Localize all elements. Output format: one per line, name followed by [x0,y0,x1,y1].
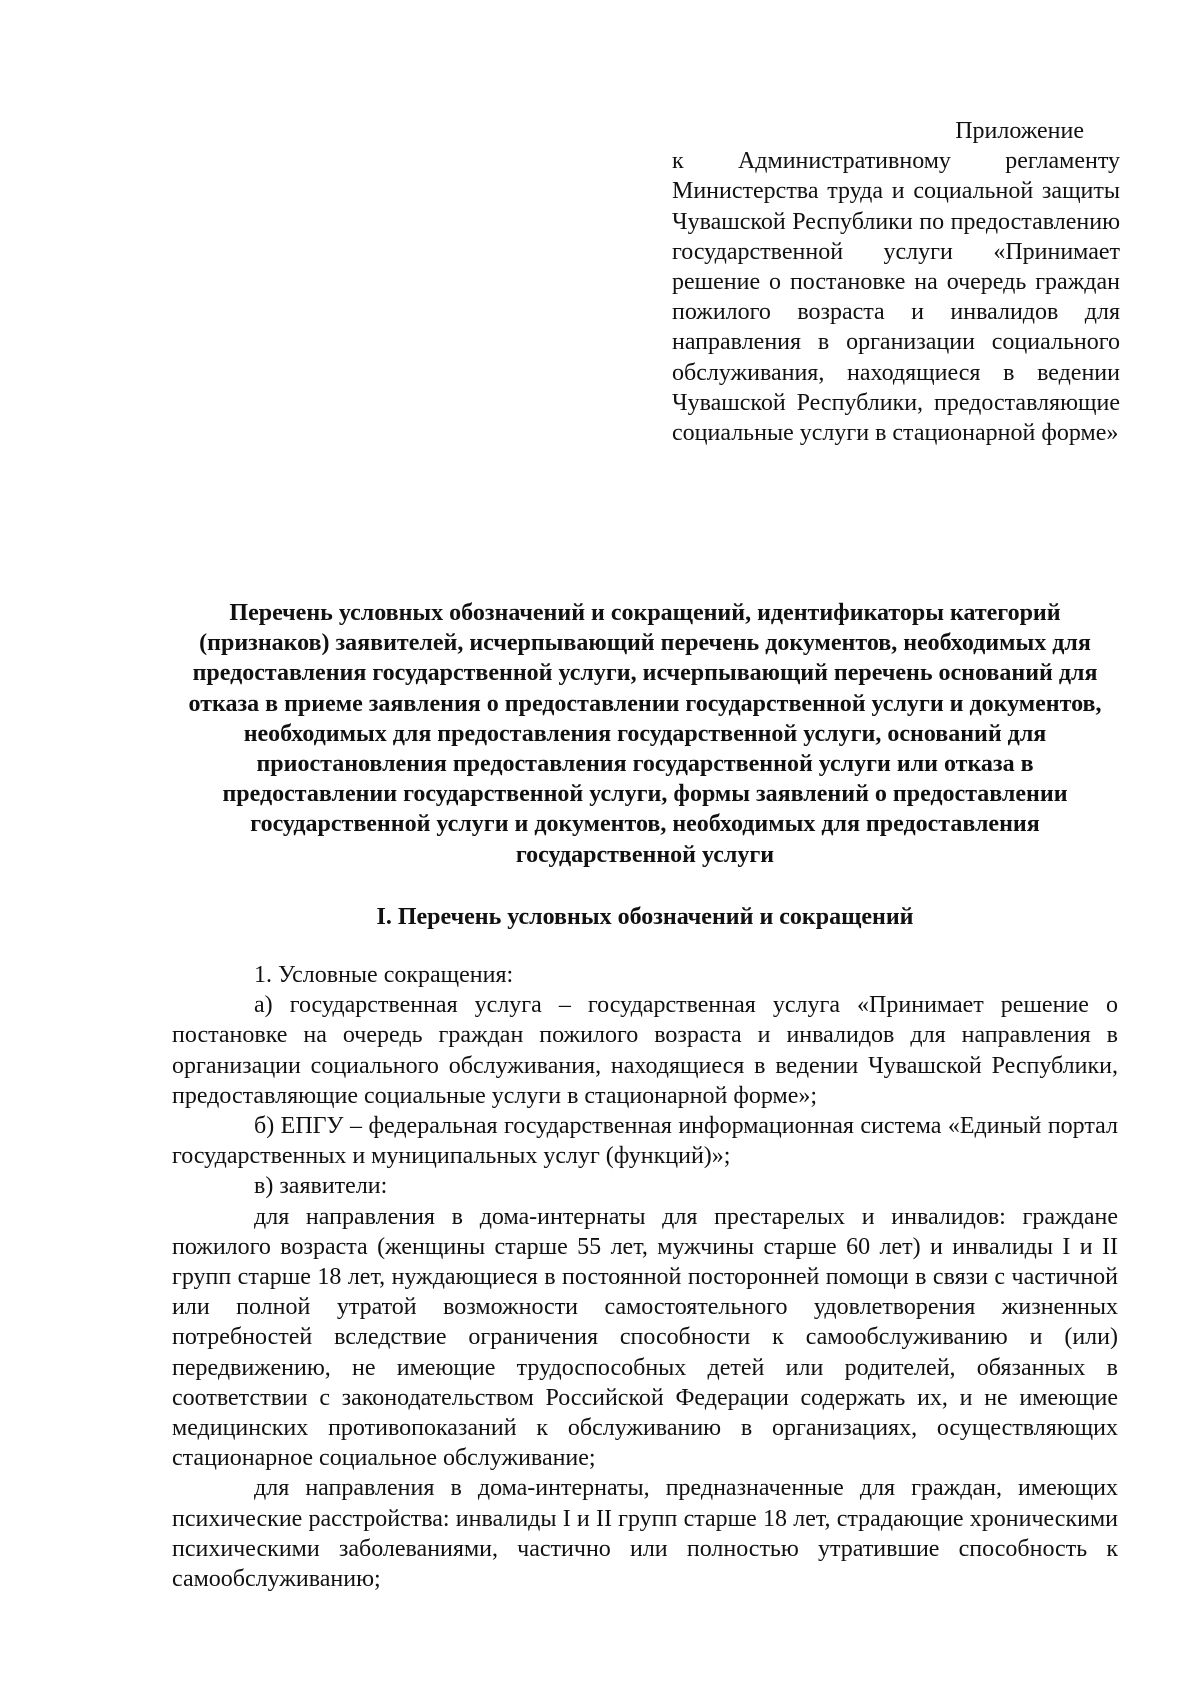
paragraph: 1. Условные сокращения: [254,962,514,988]
appendix-title: Приложение [955,118,1084,144]
document-body [172,960,1118,1594]
paragraph: для направления в дома-интернаты, предназначенные для граждан, имеющих психические расстройства: инвалиды I и II групп старше 18 лет, страдающие хроническими психическими заболеваниями, частично или полностью утратившие способность к самообслуживанию; [172,1475,1118,1593]
appendix-reference: к Административному регламенту Министерства труда и социальной защиты Чувашской Республики по предоставлению государственной услуги «Принимает решение о постановке на очередь граждан пожилого возраста и инвалидов для направления в организации социального обслуживания, находящиеся в ведении Чувашской Республики, предоставляющие социальные услуги в стационарной форме» [672,148,1120,447]
paragraph: для направления в дома-интернаты для престарелых и инвалидов: граждане пожилого возраста (женщины старше 55 лет, мужчины старше 60 лет) и инвалиды I и II групп старше 18 лет, нуждающиеся в постоянной посторонней помощи в связи с частичной или полной утратой возможности самостоятельного удовлетворения жизненных потребностей вследствие ограничения способности к самообслуживанию и (или) передвижению, не имеющие трудоспособных детей или родителей, обязанных в соответствии с законодательством Российской Федерации содержать их, и не имеющие медицинских противопоказаний к обслуживанию в организациях, осуществляющих стационарное социальное обслуживание; [172,1203,1118,1472]
section-heading: I. Перечень условных обозначений и сокращений [376,904,914,930]
paragraph: б) ЕПГУ – федеральная государственная информационная система «Единый портал государственных и муниципальных услуг (функций)»; [172,1113,1118,1170]
paragraph: а) государственная услуга – государственная услуга «Принимает решение о постановке на очередь граждан пожилого возраста и инвалидов для направления в организации социального обслуживания, находящиеся в ведении Чувашской Республики, предоставляющие социальные услуги в стационарной форме»; [172,992,1118,1109]
paragraph: в) заявители: [254,1173,388,1200]
appendix-block [672,116,1120,448]
document-title: Перечень условных обозначений и сокращений, идентификаторы категорий (признаков) заявителей, исчерпывающий перечень документов, необходимых для предоставления государственной услуги, исчерпывающий перечень оснований для отказа в приеме заявления о предоставлении государственной услуги и документов, необходимых для предоставления государственной услуги, оснований для приостановления предоставления государственной услуги или отказа в предоставлении государственной услуги, формы заявлений о предоставлении государственной услуги и документов, необходимых для предоставления государственной услуги [188,600,1102,868]
